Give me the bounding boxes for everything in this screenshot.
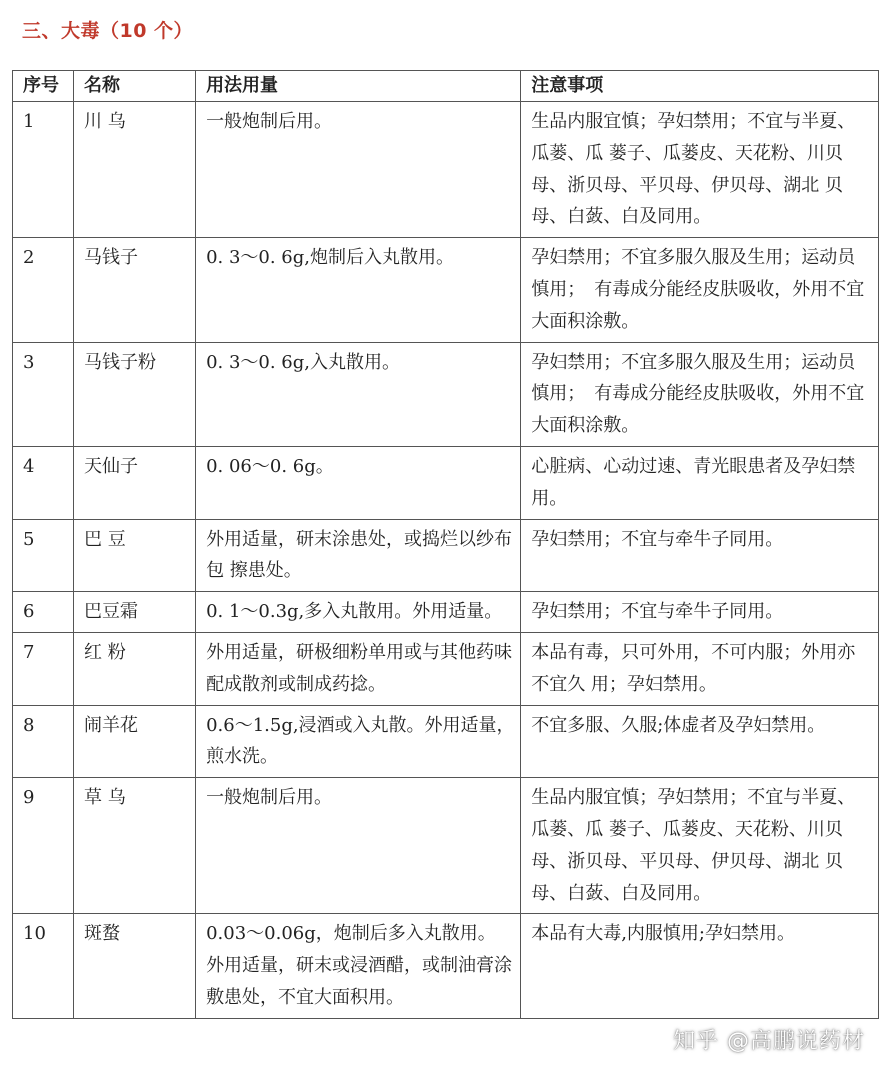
row-usage: 0.6～1.5g,浸酒或入丸散。外用适量， 煎水洗。 <box>196 705 521 778</box>
row-usage: 外用适量，研极细粉单用或与其他药味 配成散剂或制成药捻。 <box>196 632 521 705</box>
table-header-row <box>13 71 879 102</box>
row-name: 巴豆霜 <box>74 592 196 633</box>
table-row <box>13 446 879 519</box>
row-notes: 孕妇禁用；不宜多服久服及生用；运动员慎用； 有毒成分能经皮肤吸收，外用不宜大面积涂敷。 <box>521 342 879 446</box>
row-notes: 心脏病、心动过速、青光眼患者及孕妇禁用。 <box>521 446 879 519</box>
row-usage: 0. 06～0. 6g。 <box>196 446 521 519</box>
row-no: 9 <box>13 778 74 914</box>
header-no: 序号 <box>13 71 74 102</box>
header-notes: 注意事项 <box>521 71 879 102</box>
table-row <box>13 914 879 1018</box>
row-no: 4 <box>13 446 74 519</box>
row-name: 巴 豆 <box>74 519 196 592</box>
header-usage: 用法用量 <box>196 71 521 102</box>
row-name: 草 乌 <box>74 778 196 914</box>
row-usage: 外用适量，研末涂患处，或捣烂以纱布包 擦患处。 <box>196 519 521 592</box>
table-row <box>13 519 879 592</box>
row-no: 8 <box>13 705 74 778</box>
row-no: 6 <box>13 592 74 633</box>
row-name: 马钱子粉 <box>74 342 196 446</box>
header-name: 名称 <box>74 71 196 102</box>
row-notes: 本品有毒，只可外用，不可内服；外用亦不宜久 用；孕妇禁用。 <box>521 632 879 705</box>
row-usage: 0. 3～0. 6g,炮制后入丸散用。 <box>196 238 521 342</box>
row-name: 斑蝥 <box>74 914 196 1018</box>
row-notes: 生品内服宜慎；孕妇禁用；不宜与半夏、瓜蒌、瓜 蒌子、瓜蒌皮、天花粉、川贝母、浙贝母、平贝母、伊贝母、湖北 贝母、白蔹、白及同用。 <box>521 102 879 238</box>
table-row <box>13 102 879 238</box>
row-no: 2 <box>13 238 74 342</box>
table-row <box>13 238 879 342</box>
row-notes: 孕妇禁用；不宜多服久服及生用；运动员慎用； 有毒成分能经皮肤吸收，外用不宜大面积涂敷。 <box>521 238 879 342</box>
row-notes: 孕妇禁用；不宜与牵牛子同用。 <box>521 592 879 633</box>
row-usage: 一般炮制后用。 <box>196 102 521 238</box>
row-usage: 一般炮制后用。 <box>196 778 521 914</box>
row-no: 3 <box>13 342 74 446</box>
section-heading: 三、大毒（10 个） <box>22 20 194 42</box>
table-row <box>13 342 879 446</box>
row-no: 10 <box>13 914 74 1018</box>
row-name: 红 粉 <box>74 632 196 705</box>
table-row <box>13 592 879 633</box>
table-row <box>13 632 879 705</box>
row-name: 马钱子 <box>74 238 196 342</box>
row-usage: 0. 3～0. 6g,入丸散用。 <box>196 342 521 446</box>
toxic-drug-table <box>12 70 879 1019</box>
row-notes: 生品内服宜慎；孕妇禁用；不宜与半夏、瓜蒌、瓜 蒌子、瓜蒌皮、天花粉、川贝母、浙贝母、平贝母、伊贝母、湖北 贝母、白蔹、白及同用。 <box>521 778 879 914</box>
row-name: 川 乌 <box>74 102 196 238</box>
row-notes: 不宜多服、久服;体虚者及孕妇禁用。 <box>521 705 879 778</box>
row-notes: 孕妇禁用；不宜与牵牛子同用。 <box>521 519 879 592</box>
row-usage: 0. 1～0.3g,多入丸散用。外用适量。 <box>196 592 521 633</box>
row-no: 1 <box>13 102 74 238</box>
row-notes: 本品有大毒,内服慎用;孕妇禁用。 <box>521 914 879 1018</box>
zhihu-watermark: 知乎 @高鹏说药材 <box>673 1029 865 1054</box>
row-no: 7 <box>13 632 74 705</box>
table-row <box>13 705 879 778</box>
row-usage: 0.03～0.06g，炮制后多入丸散用。外用适量，研末或浸酒醋，或制油膏涂敷患处，不宜大面积用。 <box>196 914 521 1018</box>
table-row <box>13 778 879 914</box>
row-no: 5 <box>13 519 74 592</box>
row-name: 天仙子 <box>74 446 196 519</box>
row-name: 闹羊花 <box>74 705 196 778</box>
